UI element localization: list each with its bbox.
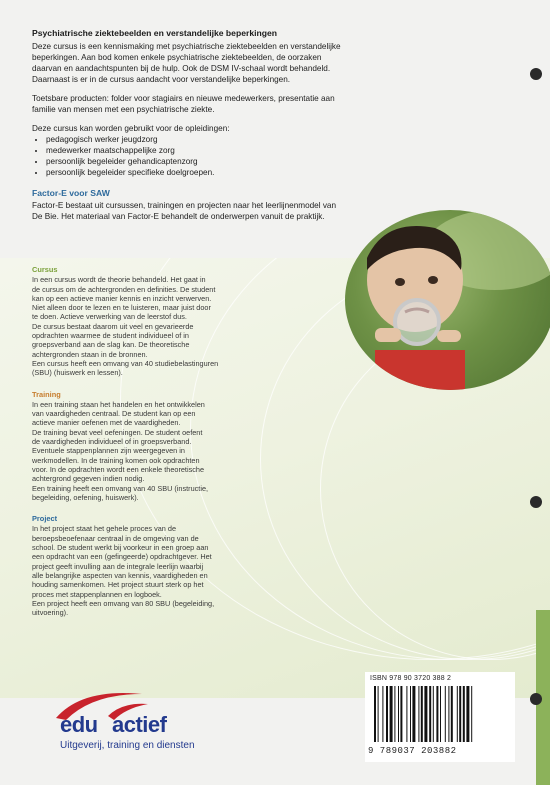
factor-title: Factor-E voor SAW [32,188,110,198]
text-line: proces met stappenplannen en logboek. [32,589,162,599]
text-line: een opdracht van een (gefingeerde) opdrachtgever. Het [32,552,212,562]
text-line: actieve manier oefenen met de vaardigheden. [32,418,181,428]
text-line: In een cursus wordt de theorie behandeld. Het gaat in [32,275,206,285]
barcode-bar [463,686,465,742]
program-list [32,134,512,178]
text-line: De training bevat veel oefeningen. De student oefent [32,427,203,437]
text-line: Een project heeft een omvang van 80 SBU (begeleiding, [32,598,215,608]
project-heading: Project [32,514,58,524]
text-line: opdrachten waarmee de student individueel of in [32,331,189,341]
text-line: Daarnaast is er in de cursus aandacht voor verstandelijke beperkingen. [32,75,291,84]
barcode-bar [400,686,402,742]
isbn-label: ISBN 978 90 3720 388 2 [370,675,452,682]
text-line: Een training heeft een omvang van 40 SBU (instructie, [32,483,209,493]
project-paragraph [32,524,292,617]
text-line: alle belangrijke aspecten van kennis, vaardigheden en [32,570,208,580]
eduactief-logo [52,688,252,758]
text-line: De Bie. Het materiaal van Factor-E behandelt de onderwerpen vanuit de praktijk. [32,212,325,221]
text-line: uitvoering). [32,608,69,618]
barcode-bar [448,686,449,742]
text-line: de cursus om de achtergronden en definities. De student [32,284,216,294]
barcode-bar [436,686,438,742]
barcode-bar [421,686,423,742]
text-line: Factor-E bestaat uit cursussen, trainingen en projecten naar het leerlijnenmodel van [32,201,337,210]
child-magnifier-photo [345,210,550,390]
barcode-bar [424,686,427,742]
text-line: project geeft invulling aan de integrale leerlijn waarbij [32,561,204,571]
text-line: te doen. Actieve verwerking van de leerstof dus. [32,312,187,322]
barcode-bar [471,686,472,742]
text-line: beperkingen. Aan bod komen enkele psychiatrische ziektebeelden, de oorzaken [32,53,322,62]
barcode-bar [433,686,434,742]
text-line: Eventuele stappenplannen zijn weergegeven in [32,446,185,456]
barcode-bar [390,686,393,742]
text-line: Niet alleen door te lezen en te luisteren, maar juist door [32,303,211,313]
barcode-bar [451,686,453,742]
text-line: beroepsbeoefenaar centraal in de omgeving van de [32,533,199,543]
text-line: voor. In de opdrachten wordt een enkele theoretische [32,464,204,474]
text-line: kan op een actieve manier kennis en inzicht verwerven. [32,293,212,303]
barcode-number: 9 789037 203882 [368,746,457,756]
text-line: houding samenkomen. Het project stuurt sterk op het [32,580,204,590]
text-line: de vaardigheden individueel of in groepsverband. [32,437,192,447]
logo-word-actief: actief [112,712,167,737]
cursus-heading: Cursus [32,265,58,274]
barcode-bar [459,686,461,742]
text-line: De cursus bestaat daarom uit veel en gevarieerde [32,321,194,331]
training-heading: Training [32,389,61,399]
text-line: (SBU) (huiswerk en lessen). [32,368,123,378]
barcode-bar [374,686,376,742]
text-line: achtergronden staan in de bronnen. [32,349,148,359]
barcode-bar [410,686,411,742]
text-line: daarvan en aandachtspunten bij de hulp. Ook de DSM IV-schaal wordt behandeld. [32,64,331,73]
punch-hole [530,693,542,705]
barcode-bar [406,686,407,742]
logo-tagline: Uitgeverij, training en diensten [60,740,195,751]
text-line: Deze cursus is een kennismaking met psychiatrische ziektebeelden en verstandelijke [32,42,341,51]
course-title: Psychiatrische ziektebeelden en verstandelijke beperkingen [32,28,278,38]
barcode-bar [429,686,431,742]
punch-hole [530,68,542,80]
barcode-bar [382,686,383,742]
photo-illustration [345,210,550,390]
barcode [372,686,512,744]
text-line: werkmodellen. In de training komen ook opdrachten [32,455,200,465]
text-line: In het project staat het gehele proces van de [32,524,177,534]
barcode-bar [466,686,469,742]
text-line: groepsverband aan de slag kan. De theoretische [32,340,190,350]
training-paragraph [32,400,292,502]
products-paragraph [32,93,512,115]
logo-word-edu: edu [60,712,98,737]
text-line: In een training staan het handelen en het ontwikkelen [32,399,205,409]
text-line: school. De student werkt bij voorkeur in een groep aan [32,543,209,553]
cursus-paragraph [32,275,292,377]
text-line: Toetsbare producten: folder voor stagiairs en nieuwe medewerkers, presentatie aan [32,94,335,103]
text-line: Een cursus heeft een omvang van 40 studiebelastinguren [32,358,219,368]
barcode-bar [398,686,399,742]
learning-model-section [32,265,292,629]
list-item: • persoonlijk begeleider gehandicaptenzorg [46,156,512,167]
barcode-bar [394,686,395,742]
barcode-bar [418,686,419,742]
text-line: achtergrond gegeven indien nodig. [32,474,145,484]
barcode-bar [445,686,446,742]
barcode-bar [378,686,379,742]
barcode-bar [386,686,388,742]
intro-section [32,28,512,230]
text-line: familie van mensen met een psychiatrische ziekte. [32,105,215,114]
list-item: • medewerker maatschappelijke zorg [46,145,512,156]
barcode-bar [440,686,441,742]
list-item: • pedagogisch werker jeugdzorg [46,134,512,145]
punch-hole [530,496,542,508]
barcode-bar [457,686,458,742]
barcode-bar [412,686,415,742]
text-line: van vaardigheden centraal. De student kan op een [32,409,196,419]
text-line: begeleiding, oefening, huiswerk). [32,492,139,502]
usage-paragraph: Deze cursus kan worden gebruikt voor de opleidingen: [32,124,230,133]
intro-paragraph [32,41,512,85]
list-item: • persoonlijk begeleider specifieke doelgroepen. [46,167,512,178]
